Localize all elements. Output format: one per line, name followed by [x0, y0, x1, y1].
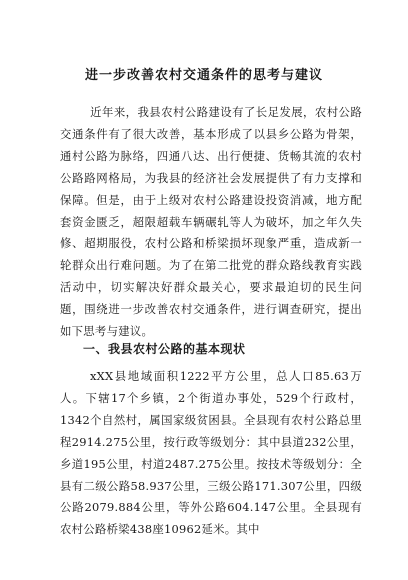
- intro-paragraph: [60, 102, 362, 343]
- section-paragraph-text: xXX县地域面积1222平方公里，总人口85.63万人。下辖17个乡镇，2个街道办事处，529个行政村，1342个自然村，属国家级贫困县。全县现有农村公路总里程2914.275公里，按行政等级划分：其中县道232公里，乡道195公里，村道2487.275公里。按技术等级划分：全县有二级公路58.937公里，三级公路171.307公里，四级公路2079.884公里，等外公路604.147公里。全县现有农村公路桥梁438座10962延米。其中: [60, 369, 362, 537]
- section-paragraph: [60, 366, 362, 541]
- intro-paragraph-text: 近年来，我县农村公路建设有了长足发展，农村公路交通条件有了很大改善，基本形成了以县乡公路为骨架，通村公路为脉络，四通八达、出行便捷、货畅其流的农村公路路网格局，为我县的经济社会发展提供了有力支撑和保障。但是，由于上级对农村公路建设投资消减，地方配套资金匮乏，超限超载车辆碾轧等人为破坏，加之年久失修、超期服役，农村公路和桥梁损坏现象严重，造成新一轮群众出行难问题。为了在第二批党的群众路线教育实践活动中，切实解决好群众最关心，要求最迫切的民生问题，围绕进一步改善农村交通条件，进行调查研究，提出如下思考与建议。: [60, 105, 362, 339]
- section-heading: 一、我县农村公路的基本现状: [83, 342, 246, 356]
- document-title: 进一步改善农村交通条件的思考与建议: [84, 68, 323, 83]
